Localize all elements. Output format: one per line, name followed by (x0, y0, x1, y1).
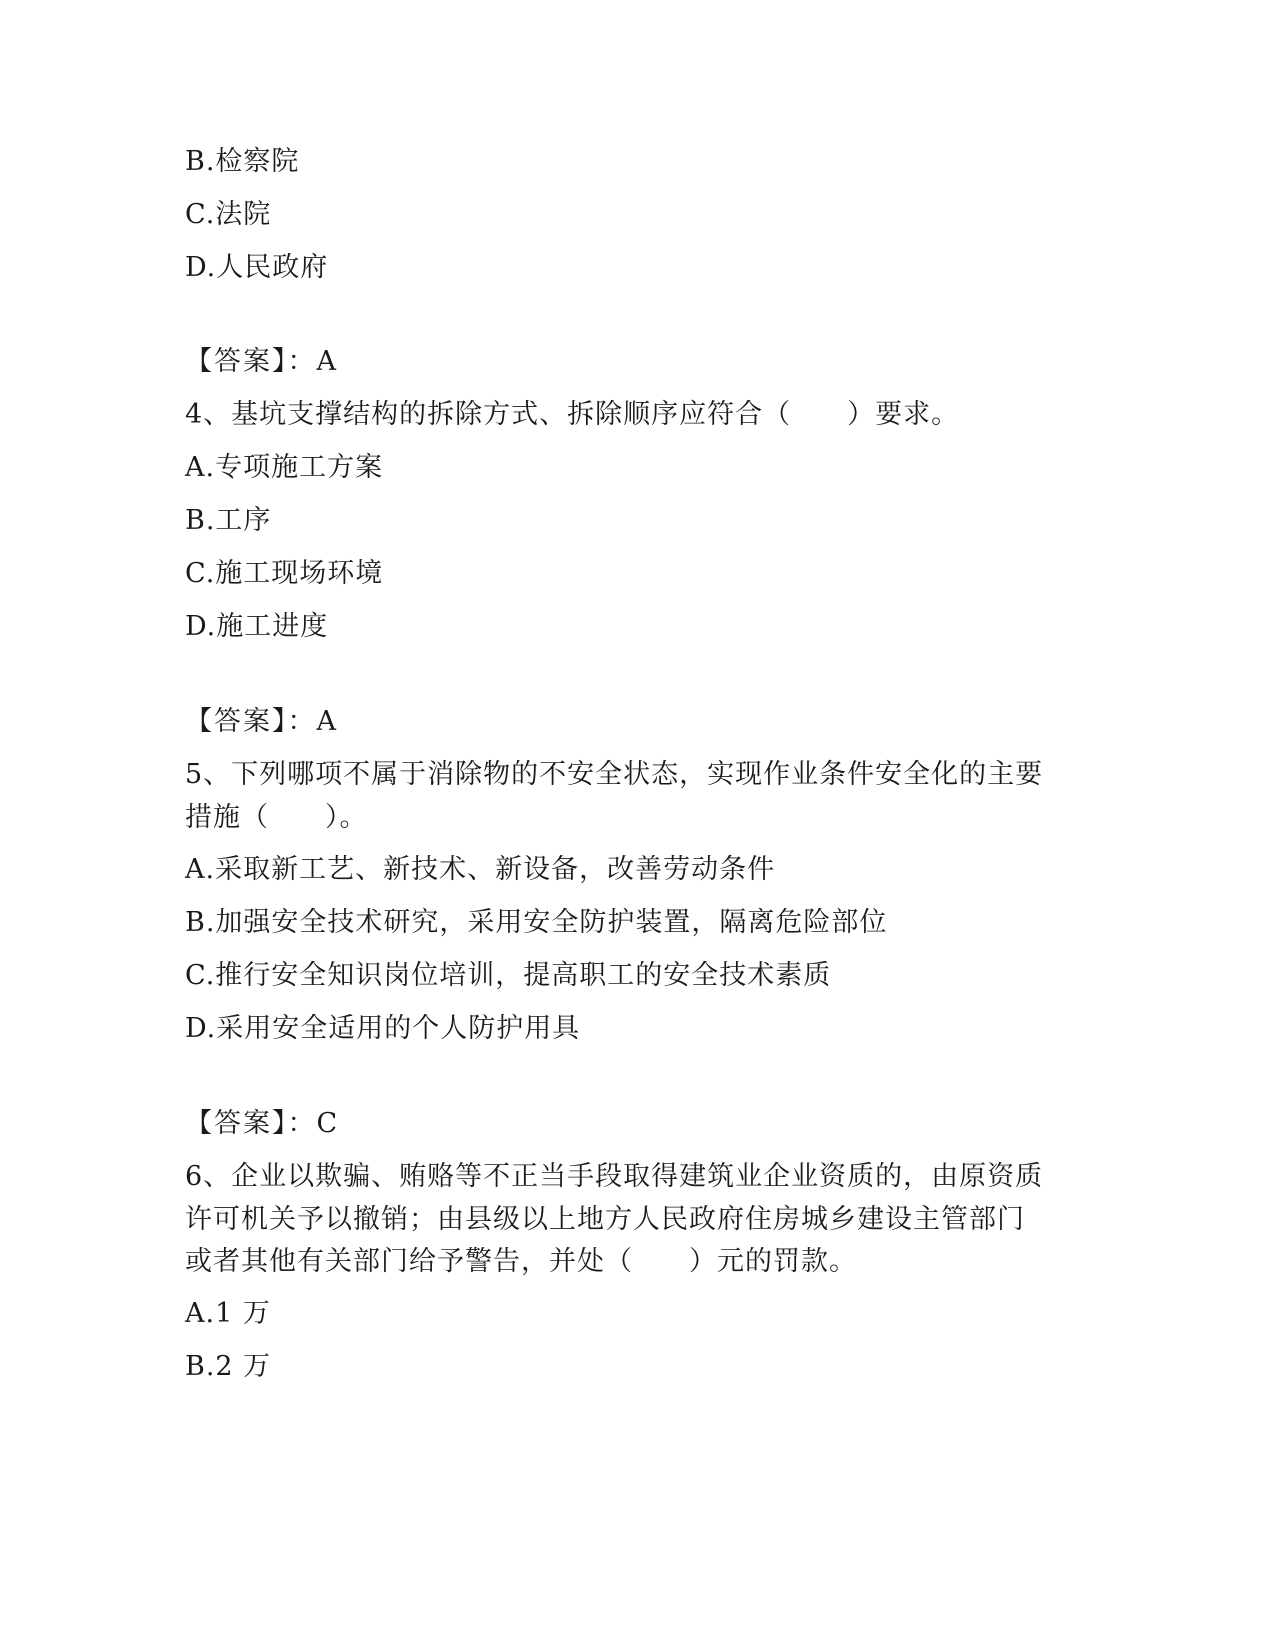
q6-option-b: B.2 万 (185, 1351, 272, 1382)
q3-option-c: C.法院 (185, 199, 272, 230)
q4-option-b: B.工序 (185, 505, 272, 536)
q6-stem-line-1: 6、企业以欺骗、贿赂等不正当手段取得建筑业企业资质的，由原资质 (185, 1161, 1044, 1192)
q5-stem-line-2: 措施（ ）。 (185, 802, 368, 833)
q6-stem-line-2: 许可机关予以撤销；由县级以上地方人民政府住房城乡建设主管部门 (185, 1204, 1025, 1235)
q4-answer: 【答案】：A (185, 706, 338, 737)
q5-option-d: D.采用安全适用的个人防护用具 (185, 1013, 581, 1044)
q5-option-a: A.采取新工艺、新技术、新设备，改善劳动条件 (185, 854, 776, 885)
q4-stem: 4、基坑支撑结构的拆除方式、拆除顺序应符合（ ）要求。 (185, 399, 960, 430)
q5-option-c: C.推行安全知识岗位培训，提高职工的安全技术素质 (185, 960, 832, 991)
q5-option-b: B.加强安全技术研究，采用安全防护装置，隔离危险部位 (185, 907, 888, 938)
q3-option-d: D.人民政府 (185, 252, 329, 283)
q4-option-d: D.施工进度 (185, 611, 329, 642)
q5-stem-line-1: 5、下列哪项不属于消除物的不安全状态，实现作业条件安全化的主要 (185, 759, 1044, 790)
q4-option-a: A.专项施工方案 (185, 452, 384, 483)
q6-stem-line-3: 或者其他有关部门给予警告，并处（ ）元的罚款。 (185, 1246, 857, 1277)
q5-answer: 【答案】：C (185, 1108, 340, 1139)
q3-option-b: B.检察院 (185, 146, 300, 177)
q6-option-a: A.1 万 (185, 1298, 271, 1329)
q3-answer: 【答案】：A (185, 346, 338, 377)
q4-option-c: C.施工现场环境 (185, 558, 384, 589)
